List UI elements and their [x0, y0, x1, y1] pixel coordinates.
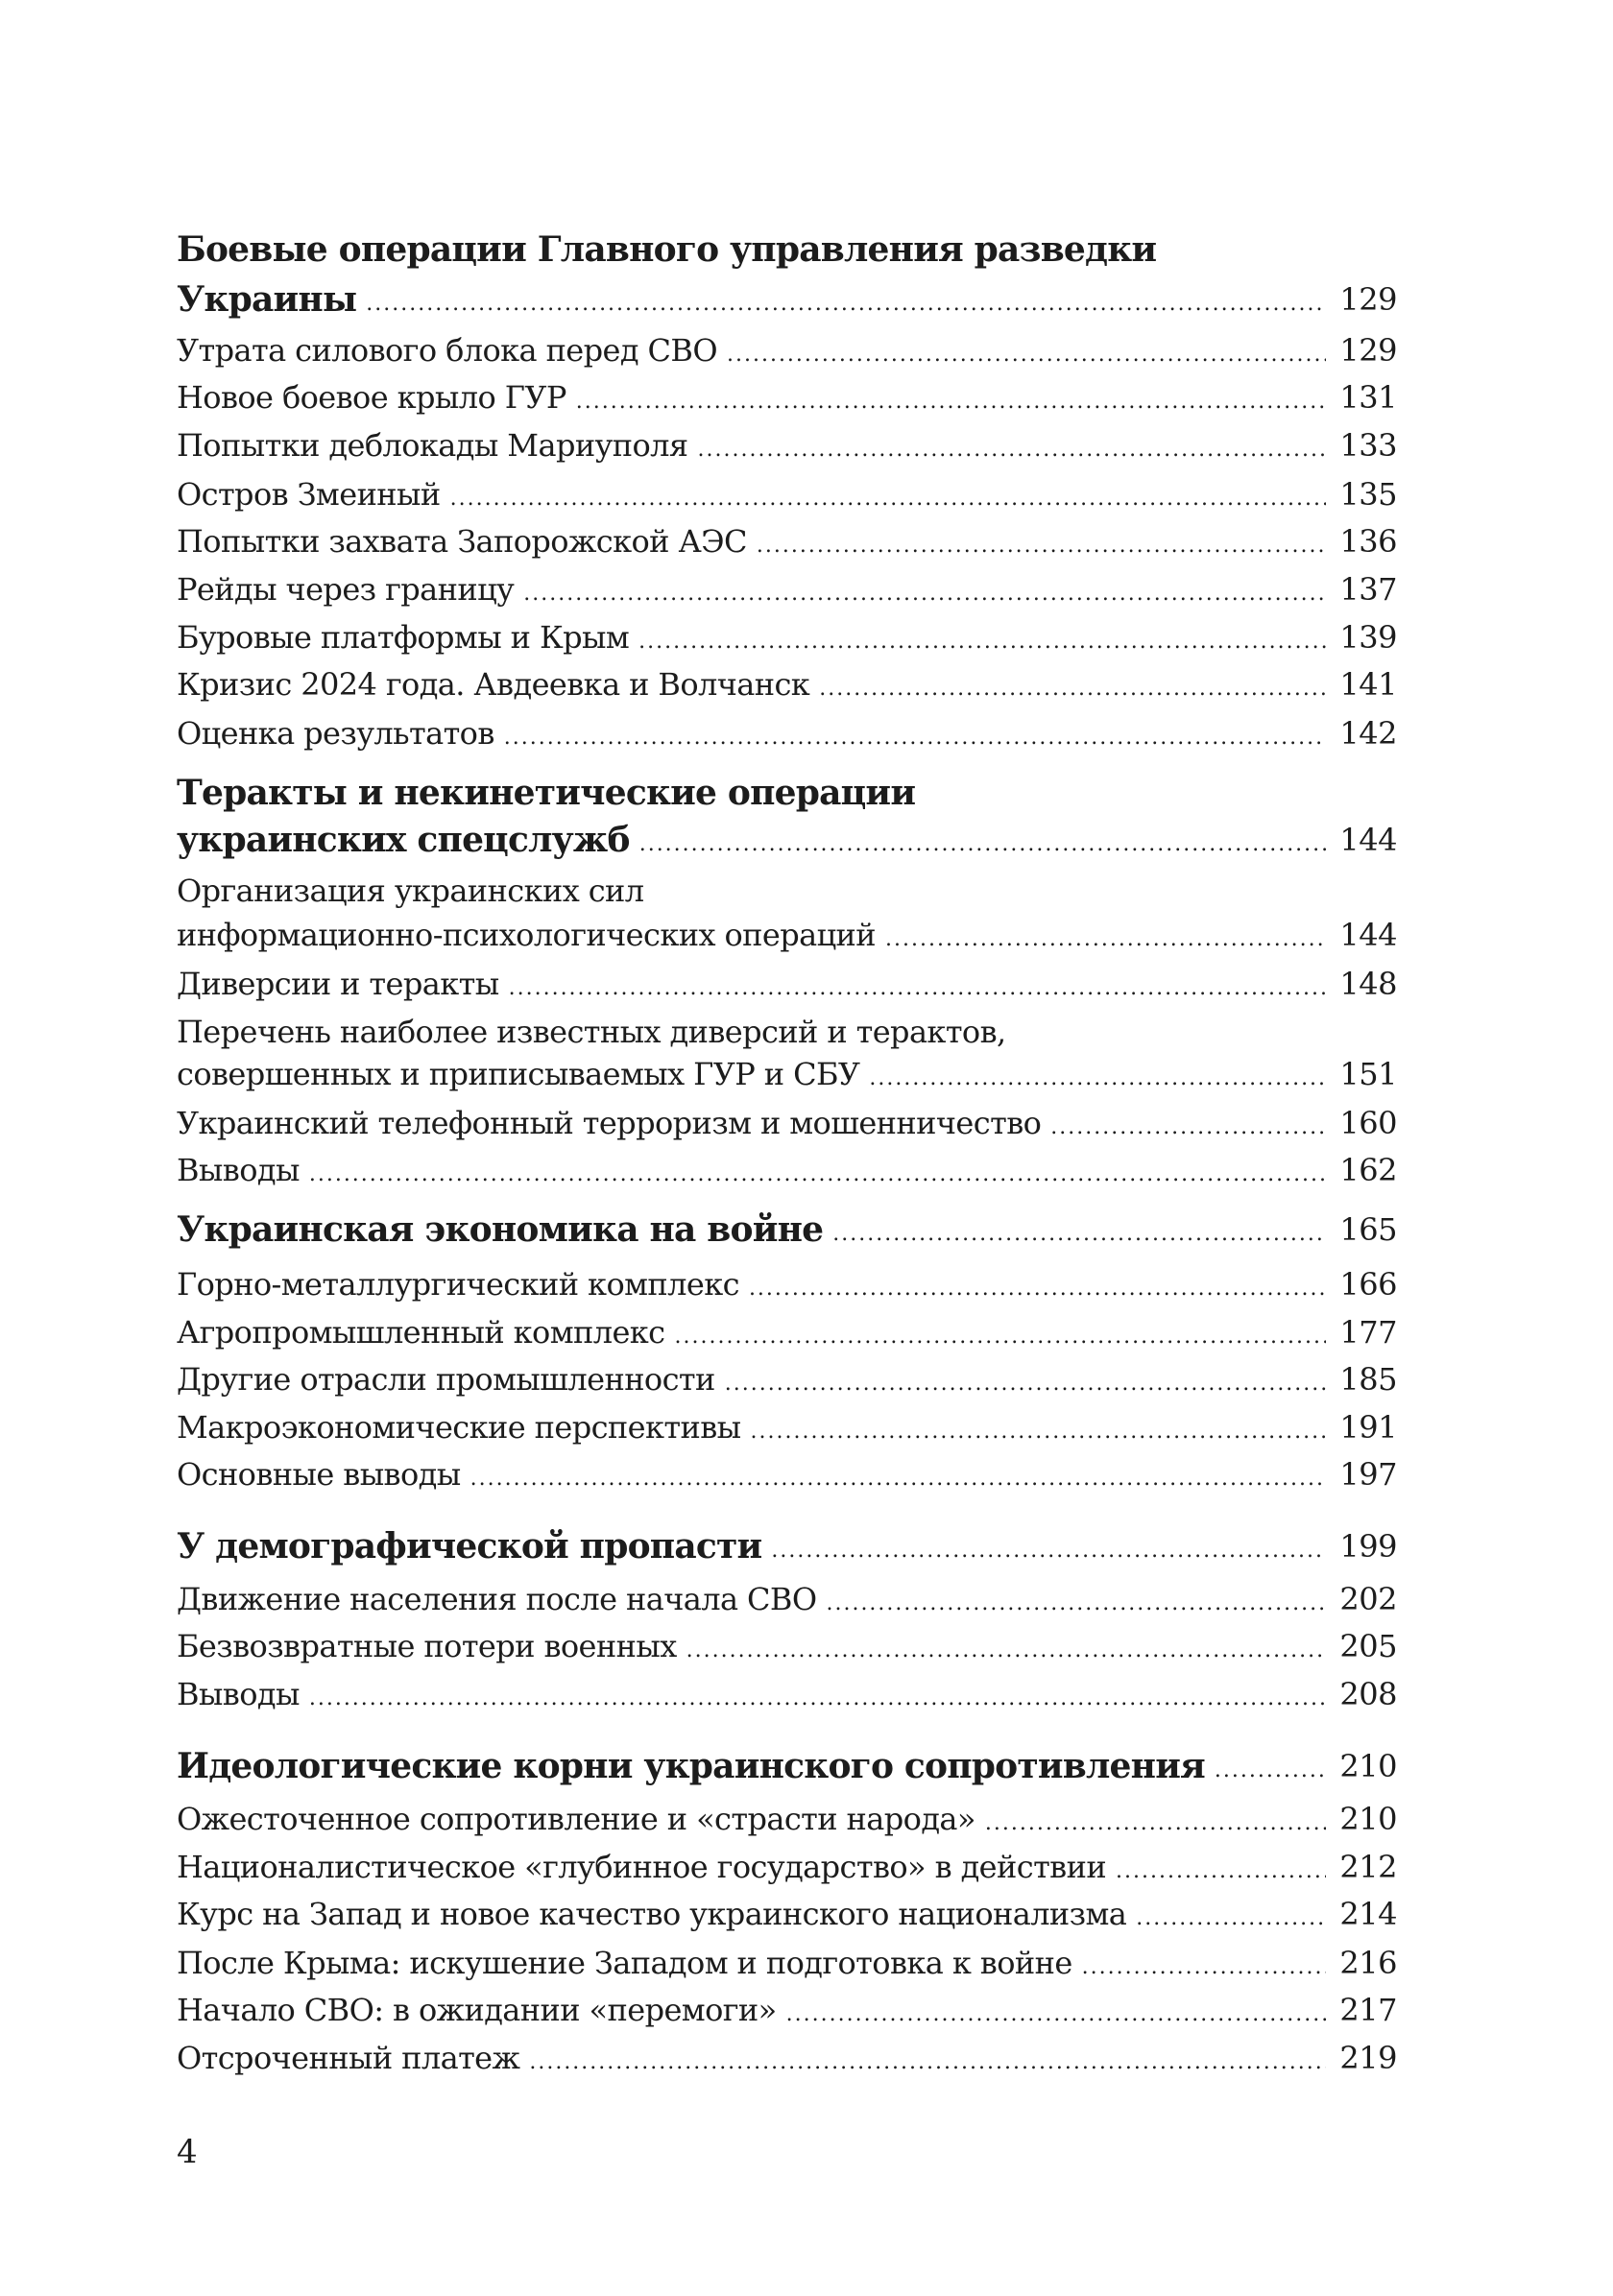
subsection-page-number: 214	[1339, 1896, 1397, 1933]
subsection-title: Безвозвратные потери военных	[177, 1627, 677, 1664]
subsection-title: Попытки захвата Запорожской АЭС	[177, 522, 747, 560]
subsection-page-number: 135	[1339, 475, 1397, 513]
subsection-title: Начало СВО: в ожидании «перемоги»	[177, 1991, 777, 2028]
chapter-title: Украинская экономика на войне	[177, 1209, 824, 1251]
subsection-title: Движение населения после начала СВО	[177, 1581, 817, 1617]
subsection-line[interactable]	[177, 1403, 1397, 1451]
subsection-title: Основные выводы	[177, 1456, 461, 1494]
subsection-page-number: 160	[1339, 1104, 1397, 1141]
subsection-title: Макроэкономические перспективы	[177, 1409, 741, 1447]
subsection-title: Буровые платформы и Крым	[177, 619, 630, 657]
dot-leader	[1082, 1955, 1327, 1987]
dot-leader	[309, 1162, 1327, 1194]
chapter-line[interactable]	[177, 1206, 1397, 1254]
chapter-page-number: 165	[1339, 1211, 1397, 1249]
subsection-page-number: 148	[1339, 965, 1397, 1002]
dot-leader	[832, 1222, 1326, 1254]
dot-leader	[826, 1591, 1326, 1623]
dot-leader	[1050, 1115, 1326, 1147]
subsection-line[interactable]	[177, 1308, 1397, 1356]
chapter-title: У демографической пропасти	[177, 1526, 762, 1567]
subsection-title: Утрата силового блока перед СВО	[177, 332, 717, 369]
dot-leader	[686, 1638, 1327, 1670]
subsection-page-number: 137	[1339, 570, 1397, 608]
subsection-title: Ожесточенное сопротивление и «страсти народа»	[177, 1801, 975, 1837]
subsection-line[interactable]	[177, 1843, 1397, 1891]
dot-leader	[675, 1325, 1327, 1356]
subsection-page-number: 205	[1339, 1627, 1397, 1664]
dot-leader	[529, 2050, 1326, 2082]
dot-leader	[509, 976, 1327, 1008]
subsection-page-number: 166	[1339, 1265, 1397, 1303]
page-number: 4	[177, 2133, 198, 2171]
subsection-title: Другие отрасли промышленности	[177, 1360, 715, 1398]
chapter-page-number: 144	[1339, 822, 1397, 858]
subsection-line[interactable]	[177, 1670, 1397, 1718]
dot-leader	[869, 1066, 1326, 1098]
subsection-title: Новое боевое крыло ГУР	[177, 378, 566, 416]
subsection-line[interactable]	[177, 1622, 1397, 1670]
chapter-title: украинских спецслужб	[177, 820, 630, 860]
dot-leader	[576, 390, 1327, 421]
dot-leader	[727, 343, 1326, 374]
dot-leader	[639, 832, 1327, 864]
chapter-line[interactable]	[177, 226, 1397, 274]
subsection-line[interactable]	[177, 1008, 1397, 1056]
subsection-title: Курс на Запад и новое качество украинского национализма	[177, 1896, 1127, 1933]
subsection-page-number: 185	[1339, 1360, 1397, 1398]
subsection-page-number: 141	[1339, 666, 1397, 704]
subsection-title: После Крыма: искушение Западом и подготовка к войне	[177, 1944, 1072, 1981]
subsection-page-number: 191	[1339, 1409, 1397, 1447]
subsection-line[interactable]	[177, 517, 1397, 565]
subsection-title: Попытки деблокады Мариуполя	[177, 427, 688, 465]
dot-leader	[725, 1372, 1327, 1403]
subsection-line[interactable]	[177, 1355, 1397, 1403]
dot-leader	[751, 1420, 1327, 1451]
subsection-line[interactable]	[177, 1939, 1397, 1987]
dot-leader	[309, 1686, 1327, 1718]
subsection-line[interactable]	[177, 709, 1397, 757]
chapter-page-number: 129	[1339, 280, 1397, 318]
subsection-line[interactable]	[177, 1575, 1397, 1623]
subsection-page-number: 133	[1339, 427, 1397, 465]
subsection-page-number: 162	[1339, 1151, 1397, 1188]
dot-leader	[786, 2002, 1327, 2034]
chapter-title: Идеологические корни украинского сопротивления	[177, 1746, 1205, 1786]
dot-leader	[638, 630, 1326, 661]
subsection-title: Украинский телефонный терроризм и мошенничество	[177, 1104, 1042, 1141]
dot-leader	[366, 292, 1326, 323]
subsection-page-number: 139	[1339, 619, 1397, 657]
chapter-title: Боевые операции Главного управления разведки	[177, 228, 1157, 270]
dot-leader	[470, 1467, 1327, 1498]
subsection-title: Диверсии и теракты	[177, 965, 499, 1002]
subsection-title: Остров Змеиный	[177, 475, 441, 513]
subsection-title: Выводы	[177, 1151, 300, 1188]
chapter-page-number: 199	[1339, 1528, 1397, 1565]
subsection-line[interactable]	[177, 1795, 1397, 1843]
dot-leader	[985, 1811, 1327, 1843]
subsection-page-number: 212	[1339, 1849, 1397, 1886]
dot-leader	[450, 487, 1327, 518]
dot-leader	[757, 534, 1327, 565]
subsection-line[interactable]	[177, 1986, 1397, 2034]
subsection-title: совершенных и приписываемых ГУР и СБУ	[177, 1056, 860, 1093]
subsection-line[interactable]	[177, 867, 1397, 915]
subsection-page-number: 136	[1339, 522, 1397, 560]
subsection-title: Организация украинских сил	[177, 873, 644, 910]
subsection-page-number: 142	[1339, 714, 1397, 752]
subsection-title: Рейды через границу	[177, 570, 515, 608]
subsection-title: Отсроченный платеж	[177, 2039, 520, 2076]
subsection-line[interactable]	[177, 326, 1397, 374]
subsection-line[interactable]	[177, 1050, 1397, 1098]
subsection-page-number: 217	[1339, 1991, 1397, 2028]
subsection-line[interactable]	[177, 1146, 1397, 1194]
chapter-page-number: 210	[1339, 1748, 1397, 1784]
subsection-page-number: 144	[1339, 917, 1397, 954]
subsection-line[interactable]	[177, 911, 1397, 959]
dot-leader	[749, 1277, 1326, 1308]
subsection-line[interactable]	[177, 1260, 1397, 1308]
subsection-page-number: 219	[1339, 2039, 1397, 2076]
subsection-page-number: 129	[1339, 332, 1397, 369]
subsection-line[interactable]	[177, 613, 1397, 661]
subsection-title: Агропромышленный комплекс	[177, 1314, 665, 1351]
dot-leader	[819, 677, 1326, 708]
chapter-line[interactable]	[177, 1742, 1397, 1790]
subsection-title: Горно-металлургический комплекс	[177, 1265, 739, 1303]
subsection-page-number: 197	[1339, 1456, 1397, 1494]
subsection-title: Оценка результатов	[177, 714, 494, 752]
subsection-line[interactable]	[177, 960, 1397, 1008]
dot-leader	[698, 438, 1327, 469]
dot-leader	[1136, 1906, 1326, 1938]
subsection-line[interactable]	[177, 421, 1397, 469]
dot-leader	[504, 726, 1327, 757]
subsection-title: Кризис 2024 года. Авдеевка и Волчанск	[177, 666, 810, 704]
chapter-line[interactable]	[177, 1522, 1397, 1570]
subsection-line[interactable]	[177, 1450, 1397, 1498]
chapter-title: Украины	[177, 278, 357, 320]
subsection-page-number: 131	[1339, 378, 1397, 416]
dot-leader	[1116, 1859, 1326, 1891]
subsection-page-number: 216	[1339, 1944, 1397, 1981]
subsection-title: информационно-психологических операций	[177, 917, 876, 954]
dot-leader	[885, 927, 1326, 959]
subsection-line[interactable]	[177, 373, 1397, 421]
subsection-page-number: 177	[1339, 1314, 1397, 1351]
subsection-line[interactable]	[177, 2034, 1397, 2082]
dot-leader	[523, 582, 1326, 613]
dot-leader	[1215, 1758, 1327, 1790]
chapter-line[interactable]	[177, 816, 1397, 864]
subsection-title: Националистическое «глубинное государство» в действии	[177, 1849, 1107, 1886]
chapter-title: Теракты и некинетические операции	[177, 773, 916, 814]
subsection-title: Перечень наиболее известных диверсий и терактов,	[177, 1014, 1006, 1050]
chapter-line[interactable]	[177, 275, 1397, 323]
subsection-page-number: 202	[1339, 1581, 1397, 1617]
subsection-line[interactable]	[177, 1099, 1397, 1147]
subsection-line[interactable]	[177, 565, 1397, 613]
subsection-page-number: 210	[1339, 1801, 1397, 1837]
subsection-line[interactable]	[177, 660, 1397, 708]
subsection-page-number: 208	[1339, 1676, 1397, 1713]
dot-leader	[771, 1539, 1326, 1570]
subsection-page-number: 151	[1339, 1056, 1397, 1093]
subsection-title: Выводы	[177, 1676, 300, 1713]
subsection-line[interactable]	[177, 470, 1397, 518]
chapter-line[interactable]	[177, 769, 1397, 817]
subsection-line[interactable]	[177, 1890, 1397, 1938]
